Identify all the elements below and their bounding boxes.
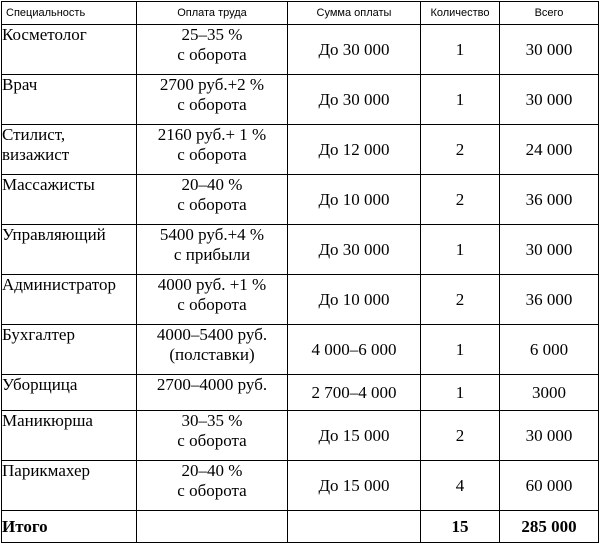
cell-count: 1 [421, 25, 500, 75]
header-count: Количество [421, 2, 500, 25]
table-row [2, 375, 599, 411]
cell-total: 60 000 [500, 461, 599, 511]
cell-count: 1 [421, 325, 500, 375]
cell-pay: 4000–5400 руб. (полставки) [137, 325, 288, 375]
cell-specialty: Массажисты [2, 175, 137, 225]
cell-specialty: Бухгалтер [2, 325, 137, 375]
total-empty-sum [288, 511, 421, 543]
cell-total: 24 000 [500, 125, 599, 175]
table-row [2, 125, 599, 175]
cell-count: 2 [421, 125, 500, 175]
cell-total: 6 000 [500, 325, 599, 375]
table-row [2, 275, 599, 325]
table-row [2, 461, 599, 511]
cell-count: 2 [421, 411, 500, 461]
cell-pay: 4000 руб. +1 % с оборота [137, 275, 288, 325]
cell-pay: 2160 руб.+ 1 % с оборота [137, 125, 288, 175]
cell-count: 1 [421, 375, 500, 411]
table-row [2, 411, 599, 461]
cell-pay: 20–40 % с оборота [137, 461, 288, 511]
cell-specialty: Косметолог [2, 25, 137, 75]
cell-total: 36 000 [500, 175, 599, 225]
cell-count: 1 [421, 75, 500, 125]
total-row [2, 511, 599, 543]
cell-pay: 5400 руб.+4 % с прибыли [137, 225, 288, 275]
cell-sum: 2 700–4 000 [288, 375, 421, 411]
cell-total: 30 000 [500, 25, 599, 75]
header-specialty: Специальность [2, 2, 137, 25]
cell-pay: 30–35 % с оборота [137, 411, 288, 461]
cell-total: 36 000 [500, 275, 599, 325]
table-row [2, 325, 599, 375]
cell-specialty: Врач [2, 75, 137, 125]
cell-specialty: Маникюрша [2, 411, 137, 461]
table-row [2, 75, 599, 125]
total-empty-pay [137, 511, 288, 543]
cell-specialty: Парикмахер [2, 461, 137, 511]
cell-total: 30 000 [500, 411, 599, 461]
staff-salary-table [1, 1, 599, 543]
table-row [2, 175, 599, 225]
total-count: 15 [421, 511, 500, 543]
header-sum: Сумма оплаты [288, 2, 421, 25]
cell-sum: До 15 000 [288, 461, 421, 511]
cell-sum: До 10 000 [288, 275, 421, 325]
cell-specialty: Администратор [2, 275, 137, 325]
cell-pay: 2700–4000 руб. [137, 375, 288, 411]
cell-total: 3000 [500, 375, 599, 411]
cell-sum: До 30 000 [288, 225, 421, 275]
cell-specialty: Уборщица [2, 375, 137, 411]
total-label: Итого [2, 511, 137, 543]
cell-pay: 25–35 % с оборота [137, 25, 288, 75]
table-row [2, 225, 599, 275]
cell-total: 30 000 [500, 225, 599, 275]
cell-sum: 4 000–6 000 [288, 325, 421, 375]
cell-pay: 20–40 % с оборота [137, 175, 288, 225]
cell-specialty: Управляющий [2, 225, 137, 275]
total-sum: 285 000 [500, 511, 599, 543]
cell-sum: До 10 000 [288, 175, 421, 225]
cell-sum: До 12 000 [288, 125, 421, 175]
cell-count: 4 [421, 461, 500, 511]
header-pay: Оплата труда [137, 2, 288, 25]
cell-sum: До 30 000 [288, 25, 421, 75]
cell-total: 30 000 [500, 75, 599, 125]
cell-count: 1 [421, 225, 500, 275]
header-row [2, 2, 599, 25]
cell-count: 2 [421, 275, 500, 325]
header-total: Всего [500, 2, 599, 25]
cell-pay: 2700 руб.+2 % с оборота [137, 75, 288, 125]
cell-sum: До 15 000 [288, 411, 421, 461]
cell-count: 2 [421, 175, 500, 225]
cell-specialty: Стилист, визажист [2, 125, 137, 175]
cell-sum: До 30 000 [288, 75, 421, 125]
table-row [2, 25, 599, 75]
